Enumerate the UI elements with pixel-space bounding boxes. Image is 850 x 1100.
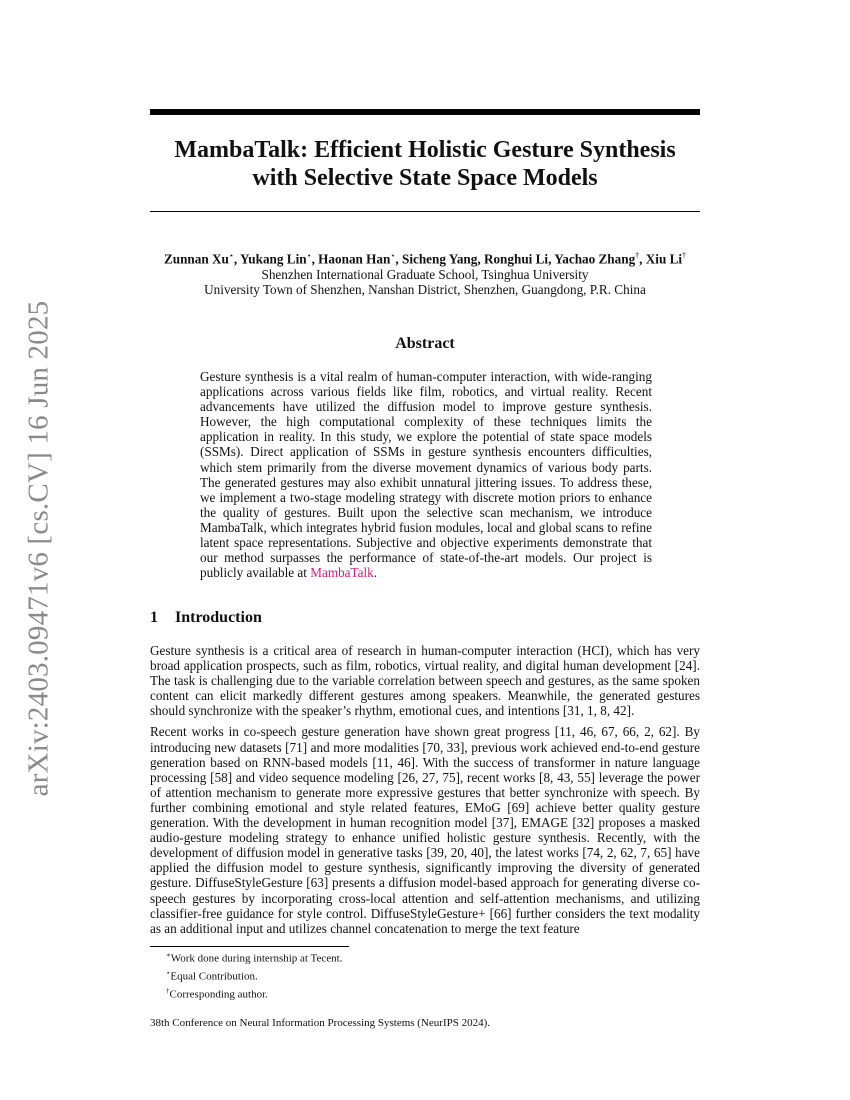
footnote-rule — [150, 946, 349, 947]
footnote — [166, 984, 686, 1002]
author-name: Zunnan Xu — [163, 251, 229, 267]
abstract-text: Gesture synthesis is a vital realm of human-computer interaction, with wide-ranging applications across various fields like film, robotics, and virtual reality. Recent advancements have utilized the diffusion model to improve gesture synthesis. However, the high computational complexity of these techniques limits the application in reality. In this study, we explore the potential of state space models (SSMs). Direct application of SSMs in gesture synthesis encounters difficulties, which stem primarily from the diverse movement dynamics of various body parts. The generated gestures may also exhibit unnatural jittering issues. To address these, we implement a two-stage modeling strategy with discrete motion priors to enhance the quality of gestures. Built upon the selective scan mechanism, we introduce MambaTalk, which integrates hybrid fusion modules, local and global scans to refine latent space representations. Subjective and objective experiments demonstrate that our method surpasses the performance of state-of-the-art models. Our project is publicly available at — [200, 369, 652, 581]
author-name: Yukang Lin — [239, 251, 307, 267]
abstract-body — [200, 369, 652, 580]
footnote-text: Equal Contribution. — [170, 970, 258, 983]
author-mark: † — [682, 251, 687, 260]
title-top-rule — [150, 109, 700, 115]
author-name: Ronghui Li — [483, 251, 549, 267]
section-title: Introduction — [175, 609, 262, 626]
conference-note: 38th Conference on Neural Information Processing Systems (NeurIPS 2024). — [150, 1017, 491, 1029]
section-heading-introduction — [150, 609, 700, 627]
arxiv-stamp — [20, 300, 58, 796]
author-name: Yachao Zhang — [554, 251, 636, 267]
footnotes — [166, 948, 686, 1002]
author-name: Sicheng Yang — [401, 251, 478, 267]
author-block — [90, 248, 760, 298]
author-mark: ⋆ — [306, 251, 312, 260]
section-number: 1 — [150, 609, 158, 626]
footnote-mark: † — [166, 987, 170, 996]
arxiv-identifier: arXiv:2403.09471v6 [cs.CV] 16 Jun 2025 — [22, 300, 55, 796]
author-mark: ⋆ — [228, 251, 234, 260]
introduction-body — [150, 643, 700, 942]
abstract-heading: Abstract — [395, 335, 455, 352]
intro-paragraph: Gesture synthesis is a critical area of research in human-computer interaction (HCI), which has very broad application prospects, such as film, robotics, virtual reality, and digital human development [24]. The task is challenging due to the variable correlation between speech and gestures, as the same spoken content can elicit markedly different gestures among speakers. Meanwhile, the generated gestures should synchronize with the speaker’s rhythm, emotional cues, and intentions [31, 1, 8, 42]. — [150, 643, 700, 719]
footnote-text: Corresponding author. — [169, 988, 268, 1001]
footnote-mark: ⋆ — [166, 969, 171, 978]
footnote — [166, 966, 686, 984]
title-bottom-rule — [150, 211, 700, 212]
footnote-text: Work done during internship at Tecent. — [170, 952, 343, 965]
affiliation-address: University Town of Shenzhen, Nanshan District, Shenzhen, Guangdong, P.R. China — [204, 282, 646, 298]
author-mark: ⋆ — [390, 251, 396, 260]
author-mark: † — [635, 251, 640, 260]
author-list: Zunnan Xu⋆, Yukang Lin⋆, Haonan Han⋆, Sicheng Yang, Ronghui Li, Yachao Zhang†, Xiu Li† — [163, 251, 687, 267]
author-name: Haonan Han — [318, 251, 391, 267]
footnote — [166, 948, 686, 966]
project-link[interactable]: MambaTalk — [310, 565, 374, 581]
affiliation-university: Shenzhen International Graduate School, Tsinghua University — [261, 266, 589, 282]
author-name: Xiu Li — [645, 251, 683, 267]
intro-paragraph: Recent works in co-speech gesture generation have shown great progress [11, 46, 67, 66, 2, 62]. By introducing new datasets [71] and more modalities [70, 33], previous work achieved end-to-end gesture generation based on RNN-based models [11, 46]. With the success of transformer in nature language processing [58] and video sequence modeling [26, 27, 75], recent works [8, 43, 55] leverage the power of attention mechanism to generate more expressive gestures that better synchronize with speech. By further combining emotional and style related features, EMoG [69] achieve better quality gesture generation. With the development in human recognition model [37], EMAGE [32] proposes a masked audio-gesture modeling strategy to enhance unified holistic gesture synthesis. Recently, with the development of diffusion model in generative tasks [39, 20, 40], the latest works [74, 2, 62, 7, 65] have applied the diffusion model to gesture synthesis, significantly improving the diversity of generated gesture. DiffuseStyleGesture [63] presents a diffusion model-based approach for generating diverse co-speech gestures by incorporating cross-local attention and self-attention mechanisms, and utilizing classifier-free guidance for style control. DiffuseStyleGesture+ [66] further considers the text modality as an additional input and utilizes channel concatenation to merge the text feature — [150, 724, 700, 936]
abstract-period: . — [373, 565, 378, 581]
paper-title: MambaTalk: Efficient Holistic Gesture Synthesis with Selective State Space Models — [174, 137, 676, 191]
footnote-mark: ∗ — [166, 951, 171, 959]
